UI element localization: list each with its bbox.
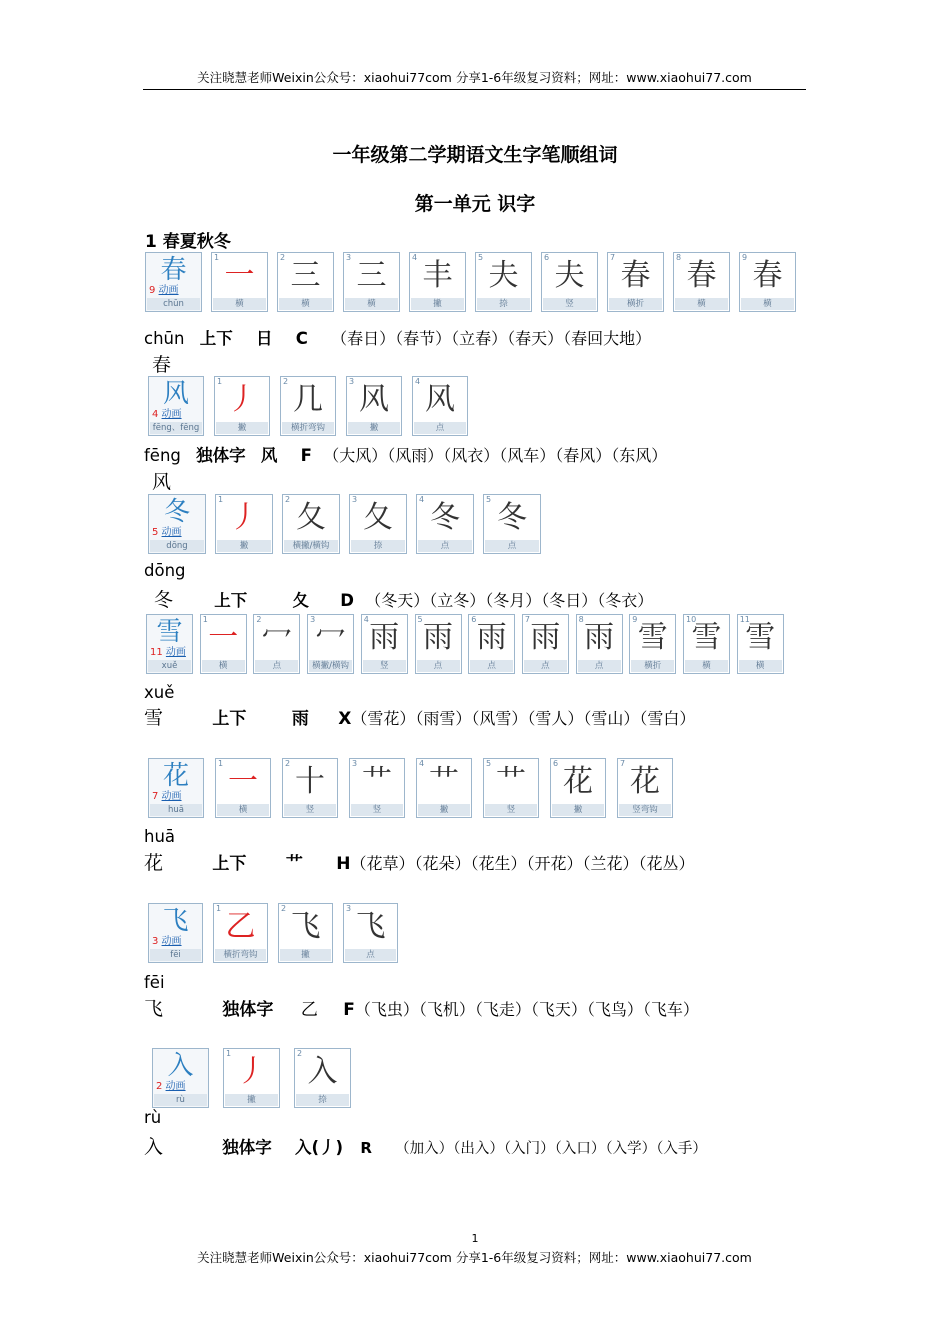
step-glyph: 一 [224, 258, 255, 293]
stroke-name: 横 [202, 660, 245, 672]
stroke-order-strip-ru [152, 1048, 362, 1110]
character-glyph: 风 [162, 379, 189, 409]
step-number: 6 [544, 253, 550, 262]
pinyin: fēng [144, 446, 181, 465]
structure: 上下 [212, 854, 247, 874]
index-letter: H [336, 854, 351, 874]
step-number: 2 [285, 495, 291, 504]
pinyin-xue: xuě [144, 683, 175, 702]
radical: 雨 [291, 709, 309, 729]
step-glyph: 夫 [488, 258, 519, 293]
stroke-step [349, 494, 407, 554]
char-label: 冬 [154, 589, 174, 611]
step-number: 5 [478, 253, 484, 262]
word-list: （冬天）（立冬）（冬月）（冬日）（冬衣） [365, 591, 654, 610]
animation-link [152, 932, 182, 947]
stroke-name: 点 [414, 422, 466, 434]
stroke-name: 横 [741, 298, 794, 310]
stroke-step [416, 758, 472, 818]
index-letter: F [300, 446, 312, 465]
stroke-name: 点 [485, 540, 539, 552]
stroke-order-strip-feng [148, 376, 478, 438]
stroke-name: 竖弯钩 [619, 804, 671, 816]
stroke-name: 点 [470, 660, 513, 672]
stroke-step [522, 614, 569, 674]
stroke-step [214, 376, 270, 436]
radical: 风 [260, 446, 278, 465]
page-footer: 关注晓慧老师Weixin公众号：xiaohui77com 分享1-6年级复习资料；网址：www.xiaohui77.com [197, 1250, 752, 1265]
stroke-step [412, 376, 468, 436]
step-glyph: 花 [630, 764, 660, 799]
step-glyph: 雪 [691, 620, 722, 655]
stroke-name: 横 [739, 660, 782, 672]
step-glyph: 十 [295, 764, 325, 799]
step-glyph: 冖 [315, 620, 346, 655]
lesson-title: 1 春夏秋冬 [145, 232, 231, 252]
step-number: 5 [486, 759, 492, 768]
animation-link [150, 643, 186, 658]
stroke-name: 横折 [631, 660, 674, 672]
character-card [152, 1048, 209, 1108]
radical: 乙 [300, 1000, 318, 1020]
step-glyph: 雪 [637, 620, 668, 655]
animation-link [152, 523, 182, 538]
stroke-order-strip-chun [145, 252, 795, 314]
structure: 上下 [214, 591, 248, 610]
stroke-count: 3 [152, 936, 162, 947]
stroke-step [416, 494, 474, 554]
char-info-ru [144, 1132, 707, 1159]
stroke-step [550, 758, 606, 818]
step-number: 4 [363, 615, 369, 624]
stroke-step [213, 903, 268, 963]
stroke-step [483, 758, 539, 818]
stroke-step [739, 252, 796, 312]
char-label: 入 [144, 1136, 164, 1158]
stroke-name: 撇 [217, 540, 271, 552]
step-number: 10 [686, 615, 697, 624]
stroke-step [475, 252, 532, 312]
step-number: 1 [218, 759, 224, 768]
step-number: 6 [471, 615, 477, 624]
step-number: 4 [415, 377, 421, 386]
stroke-count: 2 [156, 1081, 166, 1092]
index-letter: R [360, 1139, 372, 1157]
stroke-step [346, 376, 402, 436]
animation-link [152, 787, 182, 802]
step-number: 5 [417, 615, 423, 624]
animation-label[interactable]: 动画 [161, 791, 182, 802]
stroke-name: 捺 [477, 298, 530, 310]
step-glyph: 丿 [229, 500, 259, 535]
pinyin-fei: fēi [144, 973, 165, 992]
character-card [148, 758, 204, 818]
char-info-xue [144, 706, 794, 731]
pinyin: chūn [144, 329, 185, 348]
stroke-order-strip-dong [148, 494, 548, 556]
stroke-step [294, 1048, 351, 1108]
animation-link [152, 405, 182, 420]
step-glyph: 风 [359, 382, 389, 417]
step-glyph: 雨 [423, 620, 453, 655]
step-number: 3 [352, 759, 358, 768]
stroke-step [483, 494, 541, 554]
stroke-name: 撇 [216, 422, 268, 434]
animation-label[interactable]: 动画 [161, 936, 182, 947]
step-glyph: 艹 [496, 764, 526, 799]
step-number: 1 [216, 904, 222, 913]
step-number: 2 [281, 904, 287, 913]
char-label: 雪 [144, 707, 164, 729]
char-info-hua [144, 851, 794, 876]
word-list: （雪花）（雨雪）（风雪）（雪人）（雪山）（雪白） [351, 709, 696, 728]
index-letter: X [338, 709, 352, 729]
step-glyph: 丿 [236, 1054, 267, 1089]
stroke-name: 撇 [225, 1094, 278, 1106]
stroke-name: 点 [417, 660, 460, 672]
step-number: 11 [739, 615, 750, 624]
step-glyph: 入 [307, 1054, 338, 1089]
radical: 入(丿) [295, 1138, 344, 1157]
step-number: 1 [218, 495, 224, 504]
stroke-step [253, 614, 300, 674]
step-glyph: 春 [686, 258, 717, 293]
step-number: 2 [297, 1049, 303, 1058]
word-list: （飞虫）（飞机）（飞走）（飞天）（飞鸟）（飞车） [354, 1000, 699, 1019]
stroke-name: 竖 [363, 660, 406, 672]
animation-link [149, 281, 179, 296]
stroke-step [223, 1048, 280, 1108]
word-list: （大风）（风雨）（风衣）（风车）（春风）（东风） [323, 446, 668, 465]
step-number: 3 [310, 615, 316, 624]
stroke-step [280, 376, 336, 436]
stroke-count: 4 [152, 409, 162, 420]
step-glyph: 飞 [290, 909, 321, 944]
step-number: 2 [256, 615, 262, 624]
stroke-name: 横撇/横钩 [309, 660, 352, 672]
pinyin-ru: rù [144, 1108, 162, 1127]
step-number: 7 [524, 615, 530, 624]
char-info-fei [144, 997, 794, 1022]
character-glyph: 春 [160, 255, 187, 285]
stroke-order-strip-xue [146, 614, 786, 676]
stroke-step [409, 252, 466, 312]
step-number: 5 [486, 495, 492, 504]
pinyin-caption: xuě [148, 660, 191, 672]
pinyin-hua: huā [144, 827, 176, 846]
step-glyph: 几 [293, 382, 323, 417]
step-glyph: 风 [425, 382, 455, 417]
stroke-name: 点 [418, 540, 472, 552]
character-card [148, 494, 206, 554]
stroke-name: 横 [213, 298, 266, 310]
stroke-step [343, 903, 398, 963]
stroke-step [541, 252, 598, 312]
pinyin-dong: dōng [144, 561, 186, 580]
stroke-step [629, 614, 676, 674]
animation-label[interactable]: 动画 [161, 527, 182, 538]
step-number: 1 [214, 253, 220, 262]
animation-label[interactable]: 动画 [158, 285, 179, 296]
step-number: 2 [280, 253, 286, 262]
character-card [148, 376, 204, 436]
step-number: 1 [226, 1049, 232, 1058]
character-card [146, 614, 193, 674]
stroke-step [343, 252, 400, 312]
step-glyph: 雨 [584, 620, 615, 655]
stroke-step [211, 252, 268, 312]
step-number: 6 [553, 759, 559, 768]
stroke-step [215, 494, 273, 554]
pinyin-caption: fēi [150, 949, 201, 961]
word-list: （加入）（出入）（入门）（入口）（入学）（入手） [395, 1141, 707, 1157]
step-glyph: 乙 [225, 909, 256, 944]
step-glyph: 冖 [261, 620, 292, 655]
stroke-step [415, 614, 462, 674]
pinyin-caption: fēng、fēng [150, 422, 202, 434]
stroke-name: 横 [675, 298, 728, 310]
stroke-name: 横 [345, 298, 398, 310]
step-glyph: 冬 [497, 500, 527, 535]
stroke-step [468, 614, 515, 674]
stroke-name: 点 [255, 660, 298, 672]
step-glyph: 三 [356, 258, 387, 293]
step-number: 9 [632, 615, 638, 624]
radical: 日 [255, 329, 273, 348]
step-number: 3 [346, 904, 352, 913]
animation-label[interactable]: 动画 [161, 409, 182, 420]
step-glyph: 花 [563, 764, 593, 799]
radical: 夂 [292, 591, 310, 610]
step-number: 3 [352, 495, 358, 504]
page-header: 关注晓慧老师Weixin公众号：xiaohui77com 分享1-6年级复习资料；网址：www.xiaohui77.com [143, 68, 806, 90]
character-card [145, 252, 202, 312]
stroke-name: 点 [524, 660, 567, 672]
stroke-name: 撇 [418, 804, 470, 816]
stroke-name: 竖 [351, 804, 403, 816]
step-number: 2 [285, 759, 291, 768]
structure: 独体字 [222, 1138, 272, 1157]
step-glyph: 夫 [554, 258, 585, 293]
step-glyph: 夂 [363, 500, 393, 535]
stroke-name: 横 [685, 660, 728, 672]
stroke-step [215, 758, 271, 818]
stroke-count: 9 [149, 285, 159, 296]
char-label: 飞 [144, 998, 164, 1020]
step-glyph: 雪 [745, 620, 776, 655]
stroke-name: 撇 [280, 949, 331, 961]
step-glyph: 雨 [476, 620, 507, 655]
step-number: 8 [578, 615, 584, 624]
document-title: 一年级第二学期语文生字笔顺组词 [332, 144, 618, 166]
stroke-name: 横 [217, 804, 269, 816]
char-label-chun: 春 [152, 354, 172, 376]
stroke-step [349, 758, 405, 818]
step-number: 1 [217, 377, 223, 386]
structure: 上下 [212, 709, 247, 729]
animation-link [156, 1077, 186, 1092]
step-glyph: 春 [620, 258, 651, 293]
step-number: 4 [419, 759, 425, 768]
step-glyph: 飞 [355, 909, 386, 944]
stroke-count: 11 [150, 647, 166, 658]
stroke-name: 捺 [351, 540, 405, 552]
step-glyph: 雨 [369, 620, 400, 655]
page-number: 1 [471, 1232, 479, 1245]
stroke-step [200, 614, 247, 674]
step-glyph: 一 [228, 764, 258, 799]
stroke-step [278, 903, 333, 963]
stroke-count: 5 [152, 527, 162, 538]
step-glyph: 雨 [530, 620, 561, 655]
character-glyph: 雪 [156, 617, 183, 647]
step-number: 4 [412, 253, 418, 262]
animation-label[interactable]: 动画 [165, 647, 186, 658]
word-list: （春日）（春节）（立春）（春天）（春回大地） [331, 329, 652, 348]
index-letter: F [343, 1000, 355, 1020]
stroke-count: 7 [152, 791, 162, 802]
step-glyph: 春 [752, 258, 783, 293]
unit-title: 第一单元 识字 [414, 193, 536, 215]
stroke-name: 横折弯钩 [282, 422, 334, 434]
index-letter: C [295, 329, 308, 348]
stroke-name: 点 [345, 949, 396, 961]
stroke-name: 横撇/横钩 [284, 540, 338, 552]
structure: 独体字 [222, 1000, 274, 1020]
step-glyph: 三 [290, 258, 321, 293]
character-glyph: 花 [162, 761, 189, 791]
step-number: 4 [419, 495, 425, 504]
char-info-feng [144, 442, 667, 466]
character-card [148, 903, 203, 963]
step-number: 7 [610, 253, 616, 262]
stroke-step [737, 614, 784, 674]
character-glyph: 冬 [163, 497, 190, 527]
stroke-name: 横 [279, 298, 332, 310]
character-glyph: 入 [167, 1051, 194, 1081]
stroke-name: 撇 [411, 298, 464, 310]
stroke-step [277, 252, 334, 312]
stroke-step [576, 614, 623, 674]
stroke-step [361, 614, 408, 674]
step-glyph: 冬 [430, 500, 460, 535]
step-glyph: 艹 [429, 764, 459, 799]
stroke-name: 竖 [284, 804, 336, 816]
stroke-name: 横折弯钩 [215, 949, 266, 961]
stroke-name: 竖 [485, 804, 537, 816]
char-label-feng: 风 [152, 471, 172, 493]
character-glyph: 飞 [162, 906, 189, 936]
step-number: 7 [620, 759, 626, 768]
stroke-name: 捺 [296, 1094, 349, 1106]
stroke-step [282, 758, 338, 818]
pinyin-caption: chūn [147, 298, 200, 310]
index-letter: D [340, 591, 354, 610]
stroke-name: 横折 [609, 298, 662, 310]
stroke-step [607, 252, 664, 312]
step-glyph: 丿 [227, 382, 257, 417]
word-list: （花草）（花朵）（花生）（开花）（兰花）（花丛） [350, 854, 695, 873]
step-glyph: 夂 [296, 500, 326, 535]
char-info-dong [154, 585, 653, 612]
step-glyph: 丰 [422, 258, 453, 293]
step-number: 3 [346, 253, 352, 262]
pinyin-caption: dōng [150, 540, 204, 552]
stroke-name: 点 [578, 660, 621, 672]
stroke-step [673, 252, 730, 312]
stroke-name: 竖 [543, 298, 596, 310]
pinyin-caption: huā [150, 804, 202, 816]
step-number: 9 [742, 253, 748, 262]
radical: 艹 [285, 854, 303, 874]
structure: 独体字 [196, 446, 246, 465]
stroke-step [307, 614, 354, 674]
stroke-step [617, 758, 673, 818]
stroke-order-strip-hua [148, 758, 678, 820]
step-number: 8 [676, 253, 682, 262]
animation-label[interactable]: 动画 [165, 1081, 186, 1092]
stroke-name: 撇 [348, 422, 400, 434]
step-glyph: 艹 [362, 764, 392, 799]
step-number: 2 [283, 377, 289, 386]
step-number: 1 [202, 615, 208, 624]
stroke-step [282, 494, 340, 554]
stroke-step [683, 614, 730, 674]
step-glyph: 一 [208, 620, 239, 655]
stroke-order-strip-fei [148, 903, 408, 965]
stroke-name: 撇 [552, 804, 604, 816]
char-label: 花 [144, 852, 164, 874]
char-info-chun [144, 325, 651, 349]
step-number: 3 [349, 377, 355, 386]
pinyin-caption: rù [154, 1094, 207, 1106]
structure: 上下 [199, 329, 233, 348]
